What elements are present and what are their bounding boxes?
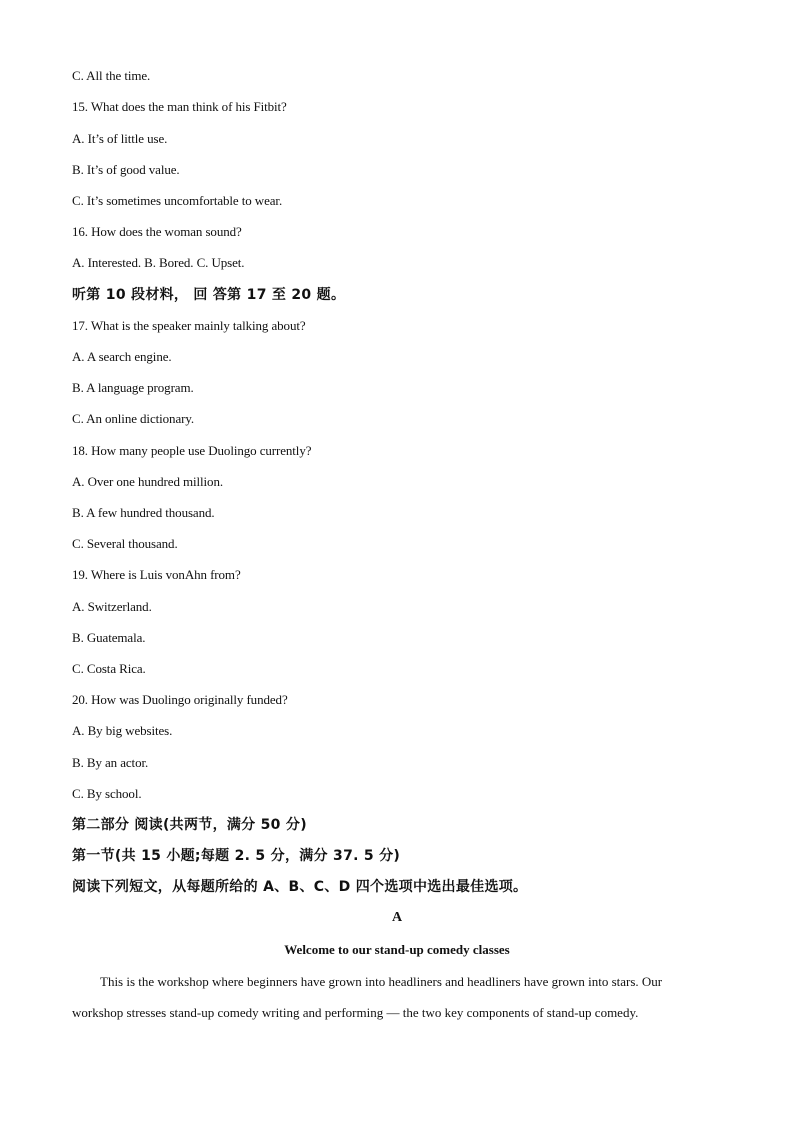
reading-section-heading: 第一节(共 15 小题;每题 2. 5 分，满分 37. 5 分) [72, 848, 401, 864]
answer-option: B. A few hundred thousand. [72, 505, 215, 520]
answer-option: C. Costa Rica. [72, 661, 146, 676]
question-17: 17. What is the speaker mainly talking about? [72, 318, 306, 333]
reading-part-heading: 第二部分 阅读(共两节，满分 50 分) [72, 817, 307, 833]
answer-option: A. It’s of little use. [72, 131, 168, 146]
answer-option: C. An online dictionary. [72, 411, 195, 426]
answer-option: C. All the time. [72, 68, 151, 83]
question-19: 19. Where is Luis vonAhn from? [72, 567, 241, 582]
answer-option: B. By an actor. [72, 755, 149, 770]
answer-options-row: A. Interested. B. Bored. C. Upset. [72, 255, 245, 270]
answer-option: C. Several thousand. [72, 536, 178, 551]
answer-option: A. By big websites. [72, 723, 173, 738]
answer-option: C. It’s sometimes uncomfortable to wear. [72, 193, 283, 208]
answer-option: B. Guatemala. [72, 630, 146, 645]
answer-option: B. It’s of good value. [72, 162, 180, 177]
question-18: 18. How many people use Duolingo currently? [72, 443, 312, 458]
question-15: 15. What does the man think of his Fitbit? [72, 99, 287, 114]
passage-title: Welcome to our stand-up comedy classes [284, 942, 510, 957]
passage-paragraph: This is the workshop where beginners have grown into headliners and headliners have grown into stars. Our workshop stresses stand-up comedy writing and performing — the two key components of stand-up comedy. [72, 974, 663, 1020]
question-16: 16. How does the woman sound? [72, 224, 242, 239]
answer-option: C. By school. [72, 786, 142, 801]
answer-option: A. A search engine. [72, 349, 172, 364]
question-20: 20. How was Duolingo originally funded? [72, 692, 288, 707]
reading-instruction: 阅读下列短文，从每题所给的 A、B、C、D 四个选项中选出最佳选项。 [72, 879, 528, 895]
passage-label: A [391, 910, 403, 925]
answer-option: B. A language program. [72, 380, 194, 395]
listening-instruction: 听第 10 段材料， 回 答第 17 至 20 题。 [72, 287, 346, 303]
answer-option: A. Switzerland. [72, 599, 152, 614]
answer-option: A. Over one hundred million. [72, 474, 224, 489]
